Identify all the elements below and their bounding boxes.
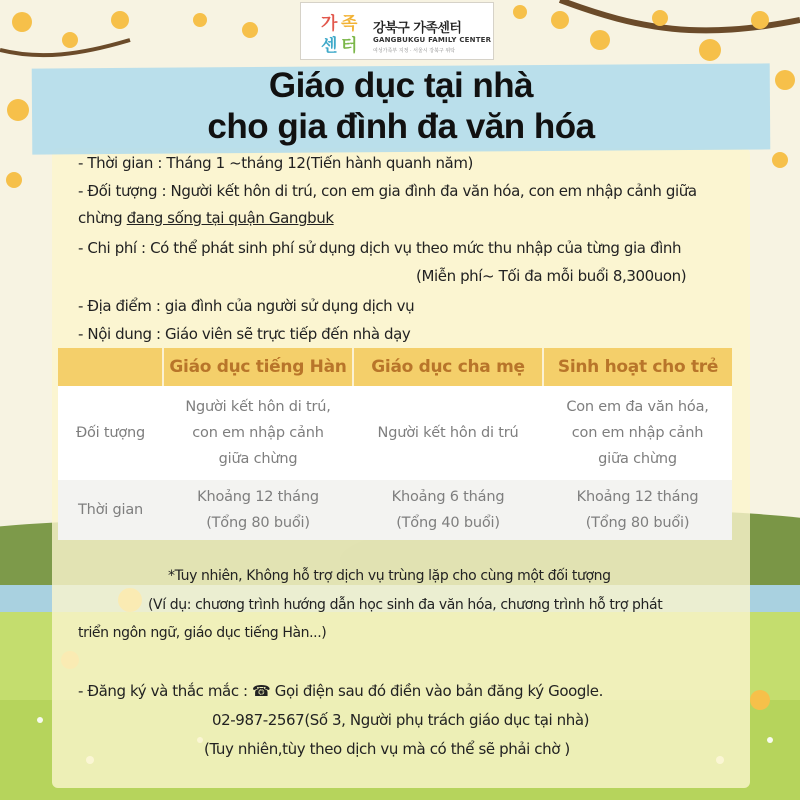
svg-text:터: 터: [341, 36, 358, 55]
table-cell: [543, 480, 732, 540]
info-time: - Thời gian : Tháng 1 ~tháng 12(Tiến hành quanh năm): [78, 154, 474, 172]
table-row: [58, 386, 732, 480]
table-cell: [163, 386, 353, 480]
cell-line: giữa chừng: [598, 451, 677, 467]
cell-line: con em nhập cảnh: [192, 425, 324, 441]
info-place: - Địa điểm : gia đình của người sử dụng dịch vụ: [78, 297, 415, 315]
info-target-line2: [78, 209, 334, 227]
center-logo: [300, 2, 494, 60]
info-target-underlined: đang sống tại quận Gangbuk: [126, 209, 334, 227]
cell-line: Khoảng 12 tháng: [197, 489, 319, 505]
table-header-children: Sinh hoạt cho trẻ: [543, 348, 732, 386]
note-wait: (Tuy nhiên,tùy theo dịch vụ mà có thể sẽ phải chờ ): [204, 740, 570, 758]
cell-line: giữa chừng: [218, 451, 298, 467]
info-target-line1: - Đối tượng : Người kết hôn di trú, con em gia đình đa văn hóa, con em nhập cảnh giữa: [78, 182, 697, 200]
cell-line: con em nhập cảnh: [571, 425, 704, 441]
cell-line: Con em đa văn hóa,: [566, 399, 709, 415]
info-cost-line2: (Miễn phí~ Tối đa mỗi buổi 8,300uon): [416, 267, 687, 285]
cell-line: (Tổng 40 buổi): [396, 515, 500, 531]
cell-line: (Tổng 80 buổi): [585, 515, 690, 531]
svg-text:가: 가: [321, 14, 338, 34]
info-cost-line1: - Chi phí : Có thể phát sinh phí sử dụng dịch vụ theo mức thu nhập của từng gia đình: [78, 239, 682, 257]
row-label-target: Đối tượng: [58, 386, 163, 480]
row-label-time: Thời gian: [58, 480, 163, 540]
table-header-parent: Giáo dục cha mẹ: [353, 348, 543, 386]
table-cell: [543, 386, 732, 480]
center-name-english: GANGBUKGU FAMILY CENTER: [373, 36, 492, 44]
cell-line: (Tổng 80 buổi): [206, 515, 310, 531]
table-cell: [163, 480, 353, 540]
cell-line: Người kết hôn di trú: [377, 425, 519, 441]
cell-line: Người kết hôn di trú,: [185, 399, 331, 415]
info-content: - Nội dung : Giáo viên sẽ trực tiếp đến nhà dạy: [78, 325, 411, 343]
program-table: [58, 348, 732, 540]
table-row: [58, 480, 732, 540]
note-example-line1: (Ví dụ: chương trình hướng dẫn học sinh đa văn hóa, chương trình hỗ trợ phát: [148, 597, 663, 613]
page-title-line1: Giáo dục tại nhà: [268, 66, 534, 105]
table-header-empty: [58, 348, 163, 386]
note-register: - Đăng ký và thắc mắc : ☎ Gọi điện sau đó điền vào bản đăng ký Google.: [78, 682, 603, 700]
svg-text:센: 센: [321, 36, 338, 55]
svg-text:족: 족: [341, 14, 358, 34]
cell-line: Khoảng 6 tháng: [391, 489, 505, 505]
center-subtitle: 여성가족부 지정 · 서울시 강북구 위탁: [373, 48, 455, 54]
info-target-prefix: chừng: [78, 209, 127, 227]
note-example-line2: triển ngôn ngữ, giáo dục tiếng Hàn...): [78, 625, 327, 641]
page-title-line2: cho gia đình đa văn hóa: [207, 107, 595, 146]
note-caveat: *Tuy nhiên, Không hỗ trợ dịch vụ trùng lặp cho cùng một đối tượng: [168, 568, 611, 584]
table-header-korean: Giáo dục tiếng Hàn: [163, 348, 353, 386]
center-name-korean: 강북구 가족센터: [373, 21, 462, 36]
note-phone: 02-987-2567(Số 3, Người phụ trách giáo dục tại nhà): [212, 711, 590, 729]
table-header-row: [58, 348, 732, 386]
family-center-logo-mark: [319, 9, 365, 55]
table-cell: [353, 480, 543, 540]
table-cell: [353, 386, 543, 480]
cell-line: Khoảng 12 tháng: [576, 489, 699, 505]
